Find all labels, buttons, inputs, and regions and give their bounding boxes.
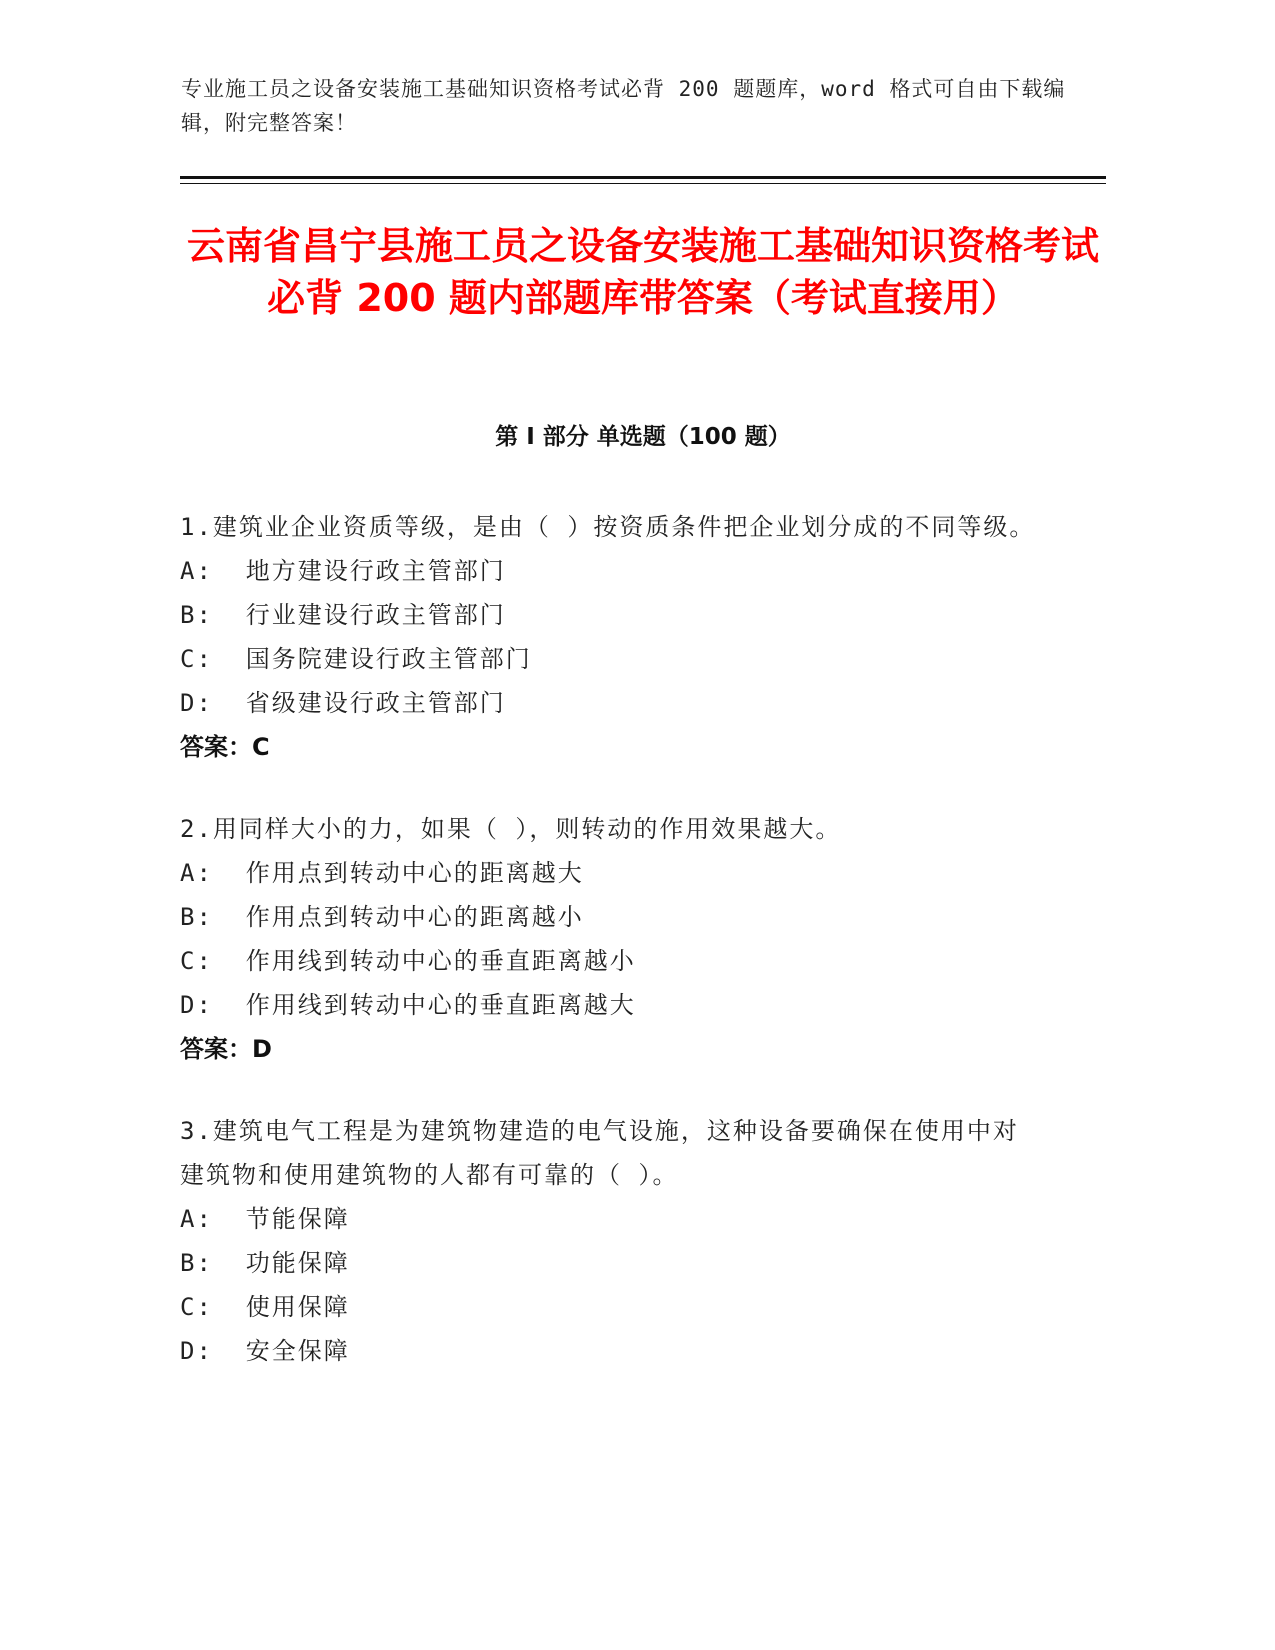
document-title: 云南省昌宁县施工员之设备安装施工基础知识资格考试必背 200 题内部题库带答案（考试直接用） bbox=[186, 224, 1099, 320]
option-d: D: 安全保障 bbox=[180, 1337, 350, 1365]
option-c: C: 作用线到转动中心的垂直距离越小 bbox=[180, 947, 636, 975]
answer-label: 答案：C bbox=[180, 733, 270, 761]
question-3 bbox=[180, 1109, 1040, 1373]
option-c: C: 使用保障 bbox=[180, 1293, 350, 1321]
answer-label: 答案：D bbox=[180, 1035, 272, 1063]
option-d: D: 作用线到转动中心的垂直距离越大 bbox=[180, 991, 636, 1019]
option-b: B: 功能保障 bbox=[180, 1249, 350, 1277]
option-b: B: 行业建设行政主管部门 bbox=[180, 601, 506, 629]
option-c: C: 国务院建设行政主管部门 bbox=[180, 645, 532, 673]
option-b: B: 作用点到转动中心的距离越小 bbox=[180, 903, 584, 931]
option-d: D: 省级建设行政主管部门 bbox=[180, 689, 506, 717]
question-list bbox=[180, 505, 1040, 1411]
header-divider-thin bbox=[180, 183, 1106, 184]
option-a: A: 地方建设行政主管部门 bbox=[180, 557, 506, 585]
option-a: A: 作用点到转动中心的距离越大 bbox=[180, 859, 584, 887]
question-stem: 3.建筑电气工程是为建筑物建造的电气设施，这种设备要确保在使用中对建筑物和使用建筑物的人都有可靠的（ ）。 bbox=[180, 1117, 1019, 1189]
section-title: 第 I 部分 单选题（100 题） bbox=[495, 424, 791, 450]
header-note: 专业施工员之设备安装施工基础知识资格考试必背 200 题题库，word 格式可自由下载编辑，附完整答案！ bbox=[181, 77, 1066, 135]
question-1 bbox=[180, 505, 1040, 769]
option-a: A: 节能保障 bbox=[180, 1205, 350, 1233]
header-divider-thick bbox=[180, 176, 1106, 179]
question-stem: 1.建筑业企业资质等级，是由（ ）按资质条件把企业划分成的不同等级。 bbox=[180, 513, 1036, 541]
question-2 bbox=[180, 807, 1040, 1071]
question-stem: 2.用同样大小的力，如果（ ），则转动的作用效果越大。 bbox=[180, 815, 842, 843]
